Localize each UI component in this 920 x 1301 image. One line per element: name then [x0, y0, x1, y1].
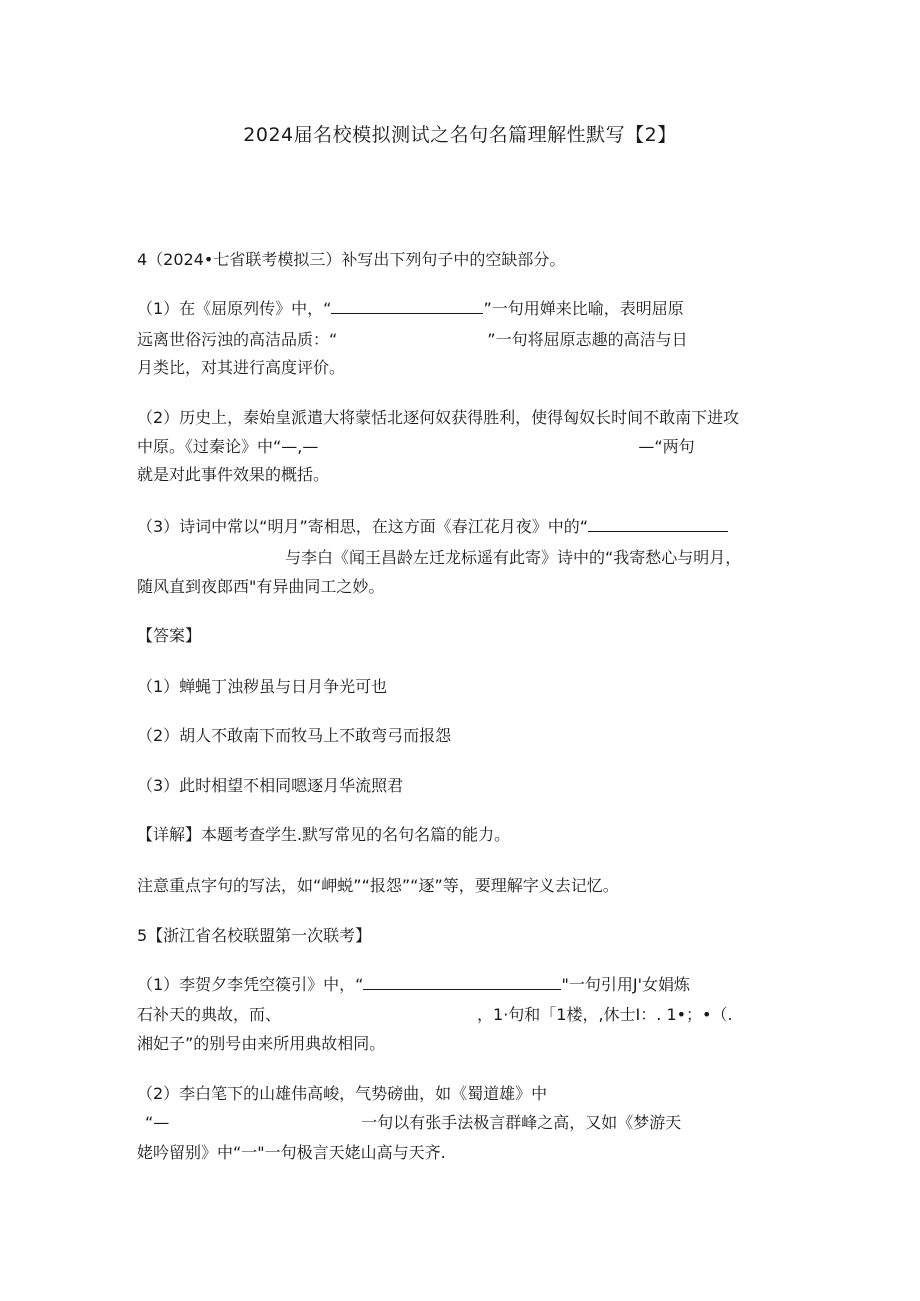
q5-part1-text-b: "一句引用J'女娟炼 — [561, 975, 690, 994]
q5-part2-line3: 姥吟留别》中“一"一句极言天姥山高与天齐. — [137, 1143, 446, 1162]
q5-part2-line2 — [145, 1112, 681, 1134]
q5-part2-text-b: 一句以有张手法极言群峰之高，又如《梦游天 — [361, 1113, 682, 1132]
q4-part1-line1 — [137, 298, 684, 320]
q5-part1-text-d: ，1·句和「1楼，,休士I：. 1•；•（. — [477, 1005, 733, 1024]
q4-part3-text-a: （3）诗词中常以“明月”寄相思，在这方面《春江花月夜》中的“ — [137, 517, 589, 536]
q4-part2-line2 — [137, 436, 695, 458]
q4-part3-line3: 随风直到夜郎西"有异曲同工之妙。 — [137, 577, 385, 596]
answer-2: （2）胡人不敢南下而牧马上不敢弯弓而报怨 — [137, 726, 452, 745]
q4-part1-text-a: （1）在《屈原列传》中，“ — [137, 299, 332, 318]
q4-part1-text-b: ”一句用婵来比喻，表明屈原 — [483, 299, 684, 318]
q5-part1-line2 — [137, 1004, 733, 1026]
q4-part3-blank[interactable] — [588, 517, 728, 532]
q4-part3-line1 — [137, 516, 728, 538]
answer-heading: 【答案】 — [137, 626, 202, 645]
q5-part2-line1: （2）李白笔下的山雄伟高峻，气势磅曲，如《蜀道雄》中 — [137, 1084, 548, 1103]
q4-part2-text-b: —“两句 — [638, 437, 695, 456]
q4-part1-blank1[interactable] — [331, 299, 483, 314]
q4-part1-line2 — [137, 329, 688, 351]
q4-part2-text-a: 中原。《过秦论》中“—,— — [137, 437, 319, 456]
q5-stem: 5【浙江省名校联盟第一次联考】 — [137, 926, 372, 945]
q5-part2-text-a: “— — [145, 1113, 170, 1132]
q4-part2-line1: （2）历史上，秦始皇派遣大将蒙恬北逐何奴获得胜利，使得匈奴长时间不敢南下进攻 — [137, 408, 740, 427]
explain-line1: 【详解】本题考查学生.默写常见的名句名篇的能力。 — [137, 825, 511, 844]
q5-part1-blank1[interactable] — [363, 975, 561, 990]
q4-stem: 4（2024•七省联考模拟三）补写出下列句子中的空缺部分。 — [137, 250, 566, 269]
explain-line2: 注意重点字句的写法，如“岬蜕”“报怨”“逐”等，要理解字义去记忆。 — [137, 876, 619, 895]
answer-3: （3）此时相望不相同嗯逐月华流照君 — [137, 776, 404, 795]
q4-part1-text-c: 远离世俗污浊的高洁品质：“ — [137, 330, 338, 349]
document-title: 2024届名校模拟测试之名句名篇理解性默写【2】 — [243, 124, 677, 146]
q4-part1-line3: 月类比，对其进行高度评价。 — [137, 358, 346, 377]
q5-part1-line1 — [137, 974, 690, 996]
q4-part1-text-d: ”一句将屈原志趣的高洁与日 — [487, 330, 688, 349]
q4-part3-line2: 与李白《闻王昌龄左迁龙标遥有此寄》诗中的“我寄愁心与明月， — [285, 548, 742, 567]
q4-part2-line3: 就是对此事件效果的概括。 — [137, 465, 330, 484]
q5-part1-text-c: 石补天的典故，而、 — [137, 1005, 282, 1024]
q5-part1-text-a: （1）李贺夕李凭空篌引》中，“ — [137, 975, 364, 994]
q5-part1-line3: 湘妃子”的别号由来所用典故相同。 — [137, 1034, 386, 1053]
answer-1: （1）蝉蝇丁浊秽虽与日月争光可也 — [137, 677, 388, 696]
